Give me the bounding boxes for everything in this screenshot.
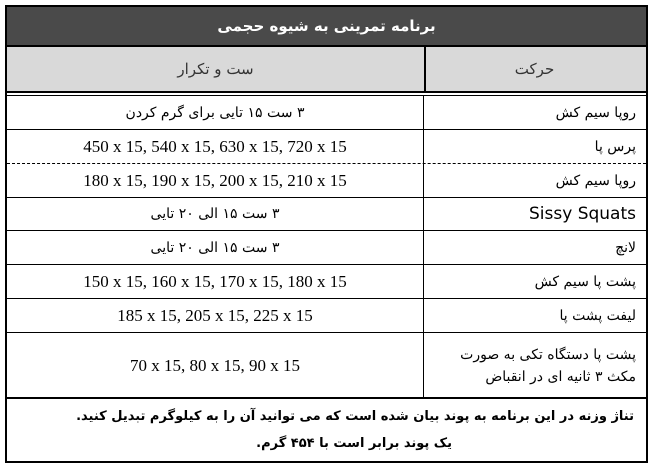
sets-cell: 450 x 15, 540 x 15, 630 x 15, 720 x 15 bbox=[7, 130, 424, 163]
table-row bbox=[7, 96, 646, 130]
footnote-line2: یک پوند برابر است با ۴۵۴ گرم. bbox=[256, 436, 452, 451]
move-label-line2: مکث ۳ ثانیه ای در انقباض bbox=[485, 369, 636, 385]
move-cell bbox=[424, 231, 646, 264]
table-row bbox=[7, 198, 646, 231]
sets-cell: ۳ ست ۱۵ تایی برای گرم کردن bbox=[7, 96, 424, 129]
sets-cell: ۳ ست ۱۵ الی ۲۰ تایی bbox=[7, 231, 424, 264]
table-row bbox=[7, 231, 646, 265]
sets-cell: 150 x 15, 160 x 15, 170 x 15, 180 x 15 bbox=[7, 265, 424, 298]
move-label: روپا سیم کش bbox=[555, 172, 636, 189]
table-body bbox=[7, 96, 646, 399]
move-label: روپا سیم کش bbox=[555, 104, 636, 121]
header-sets: ست و تکرار bbox=[7, 47, 426, 91]
move-cell bbox=[424, 130, 646, 163]
table-row bbox=[7, 299, 646, 333]
footnote-line1: تناژ وزنه در این برنامه به پوند بیان شده است که می توانید آن را به کیلوگرم تبدیل کنید. bbox=[76, 409, 634, 424]
move-cell bbox=[424, 198, 646, 230]
move-cell bbox=[424, 164, 646, 197]
move-label-line1: پشت پا دستگاه تکی به صورت bbox=[460, 347, 636, 363]
move-cell bbox=[424, 333, 646, 399]
workout-table bbox=[5, 5, 648, 463]
sets-cell: 180 x 15, 190 x 15, 200 x 15, 210 x 15 bbox=[7, 164, 424, 197]
sets-cell: 70 x 15, 80 x 15, 90 x 15 bbox=[7, 333, 424, 399]
sets-cell: ۳ ست ۱۵ الی ۲۰ تایی bbox=[7, 198, 424, 230]
table-row bbox=[7, 130, 646, 164]
table-header bbox=[7, 47, 646, 93]
move-cell bbox=[424, 265, 646, 298]
table-row bbox=[7, 333, 646, 399]
move-label: پرس پا bbox=[594, 138, 636, 155]
move-label: لیفت پشت پا bbox=[559, 307, 636, 324]
table-row bbox=[7, 164, 646, 198]
move-cell bbox=[424, 299, 646, 332]
move-label: لانچ bbox=[615, 239, 636, 256]
move-cell bbox=[424, 96, 646, 129]
table-row bbox=[7, 265, 646, 299]
sets-cell: 185 x 15, 205 x 15, 225 x 15 bbox=[7, 299, 424, 332]
header-move: حرکت bbox=[514, 60, 555, 78]
table-title: برنامه تمرینی به شیوه حجمی bbox=[7, 7, 646, 47]
move-label: پشت پا سیم کش bbox=[534, 273, 636, 290]
table-footnote bbox=[7, 397, 646, 461]
move-label: Sissy Squats bbox=[529, 204, 636, 224]
